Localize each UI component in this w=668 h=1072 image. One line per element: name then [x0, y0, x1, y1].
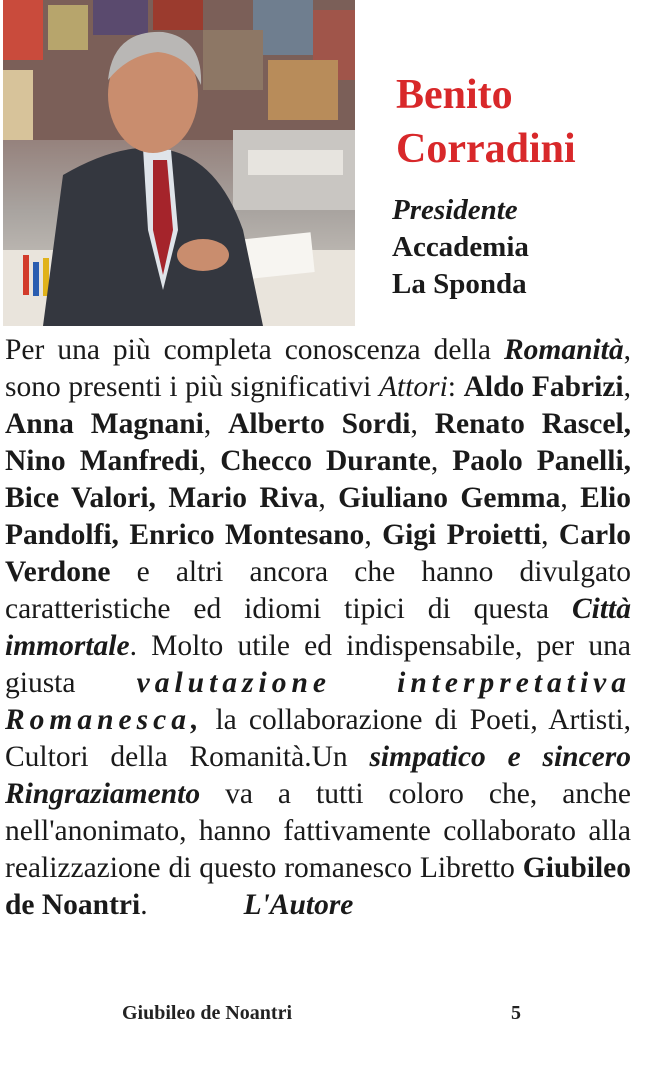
author-name	[396, 68, 576, 176]
text-run: la collaborazione di Poeti, Artisti, Cultori della Romanità.Un	[5, 704, 631, 773]
actor-name: Paolo Panelli, Bice Valori, Mario Riva	[5, 445, 632, 514]
text-run: , sono presenti i più significativi	[5, 334, 631, 403]
text-run: ,	[203, 408, 229, 440]
emphasis-citta-immortale: Città immortale	[5, 593, 631, 662]
actor-name: Alberto Sordi	[228, 408, 411, 440]
text-run: va a tutti coloro che, anche nell'anonimato, hanno fattivamente collaborato alla realizzazione di questo romanesco Libretto	[5, 778, 631, 884]
portrait-photo	[3, 0, 355, 326]
actor-name: Elio Pandolfi, Enrico Montesano	[5, 482, 631, 551]
actor-name: Gigi Proietti	[382, 519, 542, 551]
portrait-illustration	[3, 0, 355, 326]
actor-name: Giuliano Gemma	[338, 482, 561, 514]
signature: L'Autore	[243, 889, 354, 921]
body-paragraph	[5, 332, 631, 924]
page-number: 5	[511, 1002, 521, 1024]
paragraph	[5, 332, 631, 924]
actor-name: Aldo Fabrizi	[463, 371, 624, 403]
role-organization-name: La Sponda	[392, 268, 527, 300]
role-title: Presidente	[392, 194, 518, 226]
text-run: ,	[623, 371, 631, 403]
booklet-title: Giubileo de Noantri	[5, 852, 631, 921]
text-run: ,	[198, 445, 221, 477]
text-run: ,	[318, 482, 339, 514]
text-run: ,	[364, 519, 383, 551]
text-run: . Molto utile ed indispensabile, per una giusta	[5, 630, 631, 699]
text-run: .	[140, 889, 148, 921]
text-run: ,	[430, 445, 453, 477]
text-run: e altri ancora che hanno divulgato caratteristiche ed idiomi tipici di questa	[5, 556, 631, 625]
emphasis-ringraziamento: simpatico e sincero Ringraziamento	[5, 741, 631, 810]
emphasis-valutazione: valutazione interpretativa Romanesca,	[5, 667, 632, 736]
actor-name: Renato Rascel, Nino Manfredi	[5, 408, 632, 477]
actor-name: Anna Magnani	[5, 408, 204, 440]
footer-title: Giubileo de Noantri	[122, 1002, 293, 1024]
role-organization: Accademia	[392, 231, 529, 263]
actor-name: Checco Durante	[220, 445, 431, 477]
actor-name: Carlo Verdone	[5, 519, 632, 588]
emphasis-romanita: Romanità	[503, 334, 624, 366]
text-run: ,	[541, 519, 559, 551]
text-run: :	[447, 371, 464, 403]
text-run: ,	[560, 482, 581, 514]
text-run: Per una più completa conoscenza della	[5, 334, 504, 366]
emphasis-attori: Attori	[378, 371, 448, 403]
name-last: Corradini	[396, 126, 576, 172]
author-role	[392, 192, 529, 303]
text-run: ,	[410, 408, 435, 440]
name-first: Benito	[396, 72, 513, 118]
